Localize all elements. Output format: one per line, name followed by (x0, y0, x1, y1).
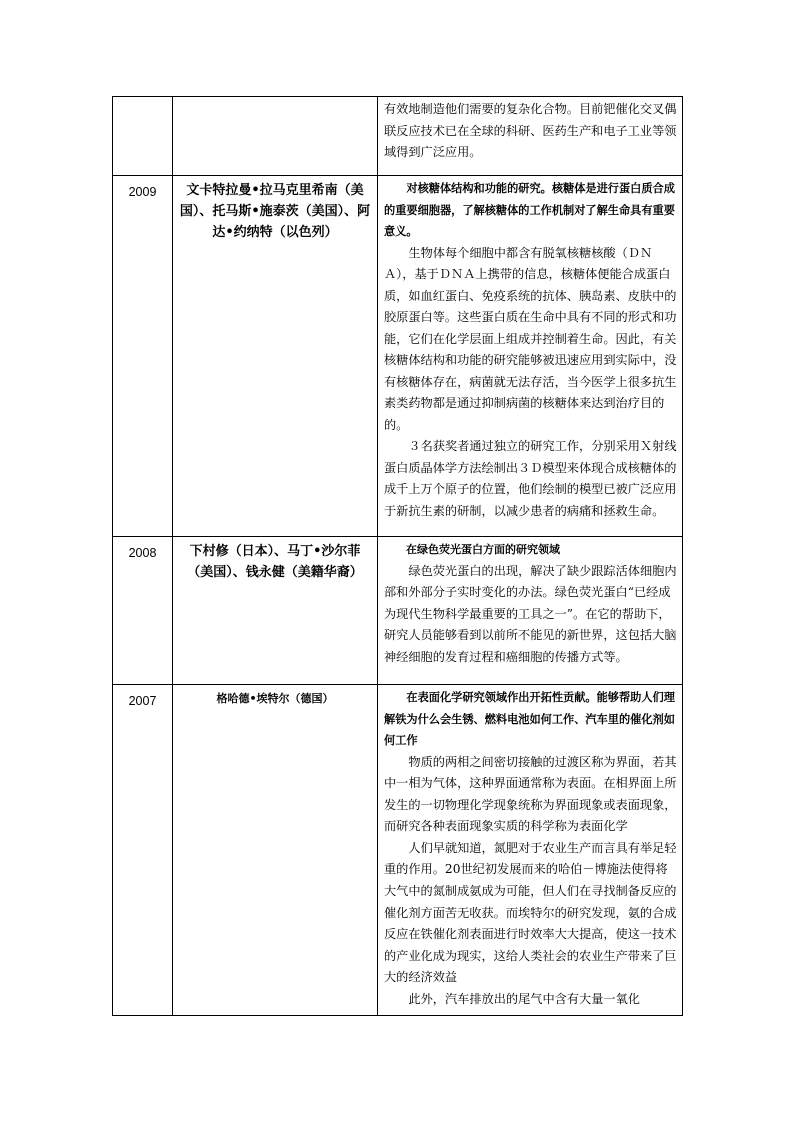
year-cell (113, 685, 173, 1016)
laureates-cell (173, 537, 378, 685)
description-block (378, 97, 682, 166)
description-block (378, 537, 682, 670)
achievement-headline: 在表面化学研究领域作出开拓性贡献。能够帮助人们理解铁为什么会生锈、燃料电池如何工作、汽车里的催化剂如何工作 (384, 691, 675, 747)
laureates-cell (173, 97, 378, 176)
table-row (113, 685, 683, 1016)
description-paragraph: ３名获奖者通过独立的研究工作，分别采用Ｘ射线蛋白质晶体学方法绘制出３Ｄ模型来体现合成核糖体的成千上万个原子的位置，他们绘制的模型已被广泛应用于新抗生素的研制，以减少患者的病痛和拯救生命。 (384, 439, 677, 518)
table-row (113, 176, 683, 537)
description-cell (378, 685, 683, 1016)
achievement-headline: 在绿色荧光蛋白方面的研究领域 (406, 543, 560, 556)
year-text: 2007 (128, 694, 157, 708)
laureates-text: 格哈德•埃特尔（德国） (216, 692, 334, 705)
laureates-cell (173, 685, 378, 1016)
laureates-text: 下村修（日本）、马丁•沙尔菲（美国）、钱永健（美籍华裔） (187, 544, 363, 580)
year-cell (113, 97, 173, 176)
description-paragraph: 生物体每个细胞中都含有脱氧核糖核酸（ＤＮＡ），基于ＤＮＡ上携带的信息，核糖体便能合成蛋白质，如血红蛋白、免疫系统的抗体、胰岛素、皮肤中的胶原蛋白等。这些蛋白质在生命中具有不同的形式和功能，它们在化学层面上组成并控制着生命。因此，有关核糖体结构和功能的研究能够被迅速应用到实际中，没有核糖体存在，病菌就无法存活，当今医学上很多抗生素类药物都是通过抑制病菌的核糖体来达到治疗目的的。 (384, 245, 677, 432)
description-paragraph: 人们早就知道，氮肥对于农业生产而言具有举足轻重的作用。20世纪初发展而来的哈伯－博施法使得将大气中的氮制成氨成为可能，但人们在寻找制备反应的催化剂方面苦无收获。而埃特尔的研究发现，氨的合成反应在铁催化剂表面进行时效率大大提高，使这一技术的产业化成为现实，这给人类社会的农业生产带来了巨大的经济效益 (384, 840, 677, 985)
laureates-text: 文卡特拉曼•拉马克里希南（美国）、托马斯•施泰茨（美国）、阿达•约纳特（以色列） (179, 183, 371, 240)
year-cell (113, 537, 173, 685)
year-cell (113, 176, 173, 537)
description-paragraph: 此外，汽车排放出的尾气中含有大量一氧化 (408, 992, 640, 1007)
description-paragraph: 有效地制造他们需要的复杂化合物。目前钯催化交叉偶联反应技术已在全球的科研、医药生产和电子工业等领域得到广泛应用。 (384, 102, 677, 159)
table-row (113, 97, 683, 176)
description-block (378, 176, 682, 524)
description-cell (378, 537, 683, 685)
description-block (378, 685, 682, 1013)
table-row (113, 537, 683, 685)
description-cell (378, 97, 683, 176)
laureates-cell (173, 176, 378, 537)
year-text: 2009 (128, 185, 157, 199)
description-cell (378, 176, 683, 537)
nobel-prize-table (112, 96, 683, 1016)
description-paragraph: 物质的两相之间密切接触的过渡区称为界面，若其中一相为气体，这种界面通常称为表面。在相界面上所发生的一切物理化学现象统称为界面现象或表面现象，而研究各种表面现象实质的科学称为表面化学 (384, 754, 677, 834)
achievement-headline: 对核糖体结构和功能的研究。核糖体是进行蛋白质合成的重要细胞器，了解核糖体的工作机制对了解生命具有重要意义。 (384, 182, 675, 238)
year-text: 2008 (128, 546, 157, 560)
laureates-text (173, 97, 377, 101)
description-paragraph: 绿色荧光蛋白的出现，解决了缺少跟踪活体细胞内部和外部分子实时变化的办法。绿色荧光蛋白“已经成为现代生物科学最重要的工具之一”。在它的帮助下，研究人员能够看到以前所不能见的新世界，这包括大脑神经细胞的发育过程和癌细胞的传播方式等。 (384, 563, 677, 664)
year-text (113, 97, 172, 105)
